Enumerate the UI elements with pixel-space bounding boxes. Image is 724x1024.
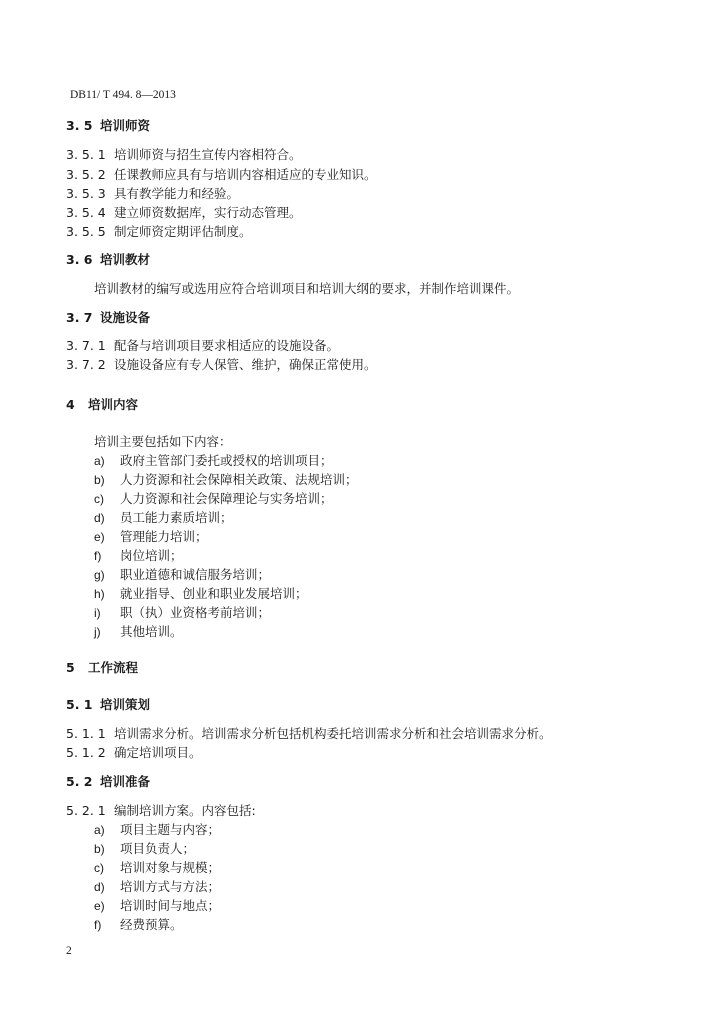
list-text: 人力资源和社会保障相关政策、法规培训； (120, 472, 358, 487)
list-label: d) (94, 511, 105, 525)
clause-text: 编制培训方案。内容包括: (114, 803, 256, 818)
section-title: 工作流程 (88, 660, 139, 675)
clause-number: 3. 7. 1 (66, 338, 106, 353)
clause-text: 建立师资数据库，实行动态管理。 (114, 205, 302, 220)
section-5-2-heading (66, 774, 151, 790)
clause-text: 培训需求分析。培训需求分析包括机构委托培训需求分析和社会培训需求分析。 (114, 726, 552, 741)
section-number: 5. 1 (66, 697, 93, 712)
list-label: f) (94, 549, 102, 563)
list-text: 项目主题与内容； (120, 822, 221, 837)
list-label: b) (94, 842, 105, 856)
clause-3-5-3 (66, 186, 666, 202)
clause-5-2-1 (66, 803, 666, 819)
section-number: 5. 2 (66, 774, 93, 789)
list-label: a) (94, 823, 105, 837)
section-title: 培训准备 (100, 774, 151, 789)
list-text: 岗位培训； (120, 548, 183, 563)
clause-3-5-1 (66, 147, 666, 163)
section-3-6-heading (66, 252, 151, 268)
list-label: i) (94, 606, 101, 620)
section-number: 4 (66, 397, 75, 412)
section-number: 3. 5 (66, 118, 93, 133)
list-text: 其他培训。 (120, 624, 183, 639)
clause-number: 3. 7. 2 (66, 357, 106, 372)
list-text: 培训对象与规模； (120, 860, 221, 875)
clause-number: 5. 1. 2 (66, 745, 106, 760)
clause-number: 3. 5. 4 (66, 205, 106, 220)
document-code: DB11/ T 494. 8—2013 (70, 89, 176, 101)
list-text: 培训时间与地点； (120, 898, 221, 913)
list-text: 职（执）业资格考前培训； (120, 605, 271, 620)
list-text: 职业道德和诚信服务培训； (120, 567, 271, 582)
clause-text: 具有教学能力和经验。 (114, 186, 240, 201)
section-number: 5 (66, 660, 75, 675)
list-label: e) (94, 899, 105, 913)
list-label: b) (94, 473, 105, 487)
page-number: 2 (66, 945, 72, 957)
list-label: j) (94, 625, 101, 639)
section-4-heading (66, 397, 139, 413)
list-label: g) (94, 568, 105, 582)
list-text: 员工能力素质培训； (120, 510, 233, 525)
list-text: 人力资源和社会保障理论与实务培训； (120, 491, 333, 506)
clause-text: 确定培训项目。 (114, 745, 202, 760)
clause-3-5-4 (66, 205, 666, 221)
clause-5-1-2 (66, 745, 666, 761)
section-title: 培训师资 (100, 118, 151, 133)
list-text: 培训方式与方法； (120, 879, 221, 894)
section-3-7-heading (66, 310, 151, 326)
clause-text: 设施设备应有专人保管、维护，确保正常使用。 (114, 357, 377, 372)
section-title: 培训教材 (100, 252, 151, 267)
list-text: 管理能力培训； (120, 529, 208, 544)
section-5-1-heading (66, 697, 151, 713)
list-label: a) (94, 454, 105, 468)
clause-3-5-2 (66, 167, 666, 183)
clause-number: 3. 5. 2 (66, 167, 106, 182)
clause-3-7-1 (66, 338, 666, 354)
section-3-5-heading (66, 118, 151, 134)
list-label: e) (94, 530, 105, 544)
clause-number: 5. 2. 1 (66, 803, 106, 818)
clause-number: 5. 1. 1 (66, 726, 106, 741)
list-label: f) (94, 918, 102, 932)
section-number: 3. 7 (66, 310, 93, 325)
clause-text: 制定师资定期评估制度。 (114, 224, 252, 239)
list-text: 项目负责人； (120, 841, 196, 856)
clause-text: 培训师资与招生宣传内容相符合。 (114, 147, 302, 162)
clause-number: 3. 5. 1 (66, 147, 106, 162)
section-title: 设施设备 (100, 310, 151, 325)
clause-number: 3. 5. 3 (66, 186, 106, 201)
list-label: c) (94, 492, 104, 506)
section-title: 培训策划 (100, 697, 151, 712)
section-number: 3. 6 (66, 252, 93, 267)
section-title: 培训内容 (88, 397, 139, 412)
clause-3-7-2 (66, 357, 666, 373)
list-text: 政府主管部门委托或授权的培训项目； (120, 453, 333, 468)
list-label: h) (94, 587, 105, 601)
clause-text: 配备与培训项目要求相适应的设施设备。 (114, 338, 340, 353)
list-intro: 培训主要包括如下内容： (94, 434, 232, 449)
list-text: 就业指导、创业和职业发展培训； (120, 586, 308, 601)
list-label: d) (94, 880, 105, 894)
clause-3-5-5 (66, 224, 666, 240)
clause-number: 3. 5. 5 (66, 224, 106, 239)
section-5-heading (66, 660, 139, 676)
clause-text: 任课教师应具有与培训内容相适应的专业知识。 (114, 167, 377, 182)
list-text: 经费预算。 (120, 917, 183, 932)
list-label: c) (94, 861, 104, 875)
paragraph: 培训教材的编写或选用应符合培训项目和培训大纲的要求，并制作培训课件。 (94, 281, 520, 296)
clause-5-1-1 (66, 726, 666, 742)
